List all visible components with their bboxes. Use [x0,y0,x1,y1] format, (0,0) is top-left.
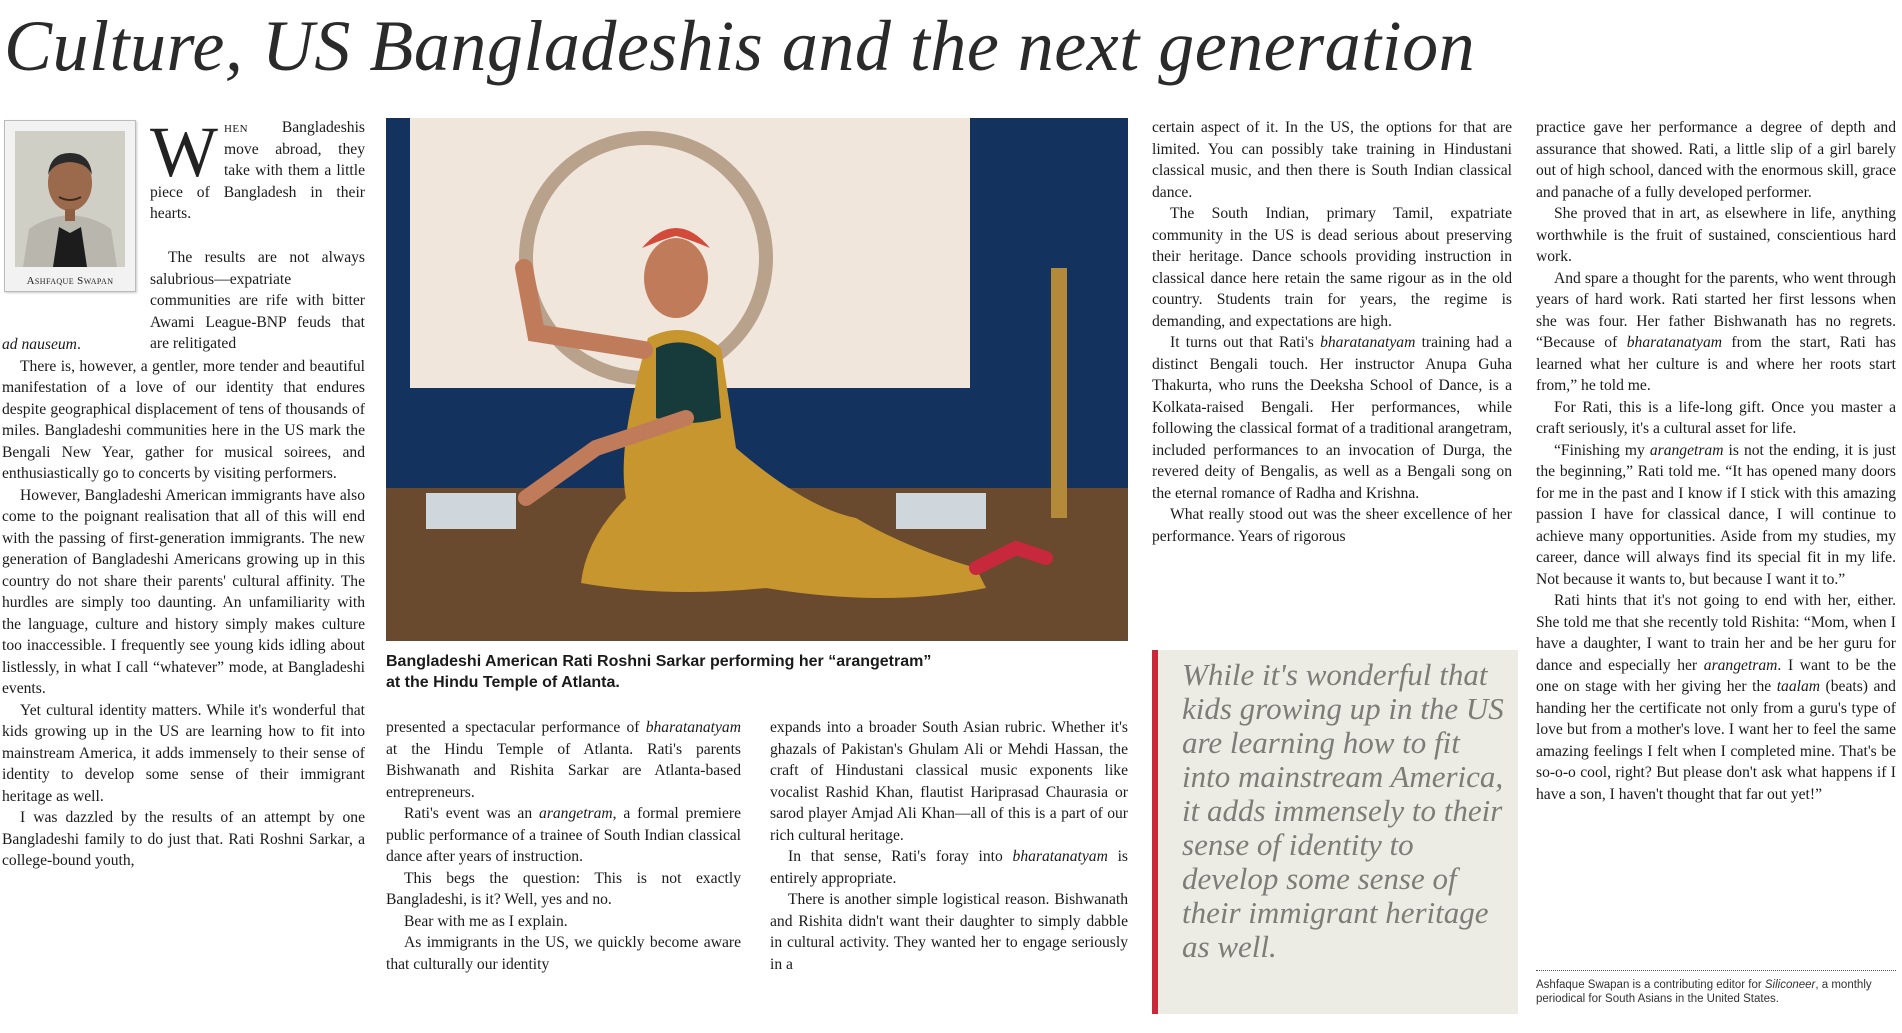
paragraph: The results are not always salubrious—expatriate communities are rife with bitter Awami League-BNP feuds that are relitigated [150,249,365,352]
paragraph: ad nauseum. [2,336,81,353]
lead-text: Bangladeshis move abroad, they take with them a little piece of Bangladesh in their hearts. [150,119,365,222]
author-footnote: Ashfaque Swapan is a contributing editor for Siliconeer, a monthly periodical for South Asians in the United States. [1536,979,1872,1005]
paragraph: And spare a thought for the parents, who went through years of hard work. Rati started her first lessons when she was four. Her father Bishwanath has no regrets. “Because of bharatanatyam from the start, Rati has learned what her culture is and where her roots start from,” he told me. [1536,269,1897,394]
paragraph: expands into a broader South Asian rubric. Whether it's ghazals of Pakistan's Ghulam Ali or Mehdi Hassan, the craft of Hindustani classical music exponents like vocalist Rashid Khan, flautist Hariprasad Chaurasia or sarod player Amjad Ali Khan—all of this is a part of our rich cultural heritage. [770,719,1128,844]
dropcap: W [150,112,218,192]
paragraph: Yet cultural identity matters. While it's wonderful that kids growing up in the US are learning how to fit into mainstream America, it adds immensely to their sense of identity to develop some sense of their immigrant heritage as well. [2,701,365,805]
paragraph: practice gave her performance a degree of depth and assurance that showed. Rati, a little slip of a girl barely out of high school, danced with the enormous skill, grace and panache of a fully developed performer. [1536,119,1896,201]
article-column-2 [386,717,741,975]
paragraph: As immigrants in the US, we quickly become aware that culturally our identity [386,934,741,973]
paragraph: The South Indian, primary Tamil, expatriate community in the US is dead serious about preserving their heritage. Dance schools providing instruction in classical dance here retain the same rigour as in the old country. Students train for years, the regime is demanding, and expectations are high. [1152,205,1512,330]
author-portrait [15,131,125,267]
paragraph: “Finishing my arangetram is not the ending, it is just the beginning,” Rati told me. “It has opened many doors for me in the past and I know if I stick with this amazing passion I have for classical dance, I will continue to achieve many opportunities. Aside from my studies, my career, dance will always find its special fit in my life. Not because it wants to, but because I want it to.” [1536,441,1896,588]
paragraph: What really stood out was the sheer excellence of her performance. Years of rigorous [1152,506,1512,545]
pull-quote [1152,650,1518,1014]
article-column-5 [1536,117,1896,805]
article-column-3 [770,717,1128,975]
paragraph: Rati hints that it's not going to end with her, either. She told me that she recently told Rishita: “Mom, when I have a daughter, I want to train her and be her guru for dance and especially her arangetram. I want to be the one on stage with her giving her the taalam (beats) and handing her the certificate not only from a guru's type of love but from a mother's love. I want her to feel the same amazing feelings I felt when I completed mine. That's be so-o-o cool, right? But please don't ask what happens if I have a son, I haven't thought that far out yet!” [1536,592,1896,803]
paragraph: presented a spectacular performance of bharatanatyam at the Hindu Temple of Atlanta. Rati's parents Bishwanath and Rishita Sarkar are Atlanta-based entrepreneurs. [386,719,741,801]
caption-line-2: at the Hindu Temple of Atlanta. [386,674,620,691]
byline-photo-box [4,120,136,292]
dancer-photo [386,118,1128,641]
article-column-1 [150,112,365,225]
lead-smallcaps: hen [223,119,249,136]
pull-quote-text: While it's wonderful that kids growing up in the US are learning how to fit into mainstream America, it adds immensely to their sense of identity to develop some sense of their immigrant heritage as well. [1182,657,1504,964]
caption-line-1: Bangladeshi American Rati Roshni Sarkar performing her “arangetram” [386,653,932,670]
paragraph: However, Bangladeshi American immigrants have also come to the poignant realisation that all of this will end with the passing of first-generation immigrants. The new generation of Bangladeshi Americans growing up in this country do not share their parents' cultural affinity. The hurdles are simply too daunting. An unfamiliarity with the language, culture and history simply makes culture too inaccessible. I frequently see young kids idling about listlessly, in what I call “whatever” mode, at Bangladeshi events. [2,486,365,697]
headline: Culture, US Bangladeshis and the next generation [4,6,1476,86]
byline-name: Ashfaque Swapan [26,275,114,287]
paragraph: She proved that in art, as elsewhere in life, anything worthwhile is the fruit of sustained, conscientious hard work. [1536,205,1896,265]
article-column-1-wide [2,334,365,872]
paragraph: I was dazzled by the results of an attempt by one Bangladeshi family to do just that. Rati Roshni Sarkar, a college-bound youth, [2,809,365,869]
paragraph: There is another simple logistical reason. Bishwanath and Rishita didn't want their daughter to simply dabble in cultural activity. They wanted her to engage seriously in a [770,891,1128,973]
paragraph: This begs the question: This is not exactly Bangladeshi, is it? Well, yes and no. [386,869,741,908]
paragraph: Rati's event was an arangetram, a formal premiere public performance of a trainee of South Indian classical dance after years of instruction. [386,805,741,865]
paragraph: certain aspect of it. In the US, the options for that are limited. You can possibly take training in Hindustani classical music, and then there is South Indian classical dance. [1152,119,1512,201]
paragraph: For Rati, this is a life-long gift. Once you master a craft seriously, it's a cultural asset for life. [1536,398,1896,437]
footnote-divider [1536,970,1896,971]
paragraph: In that sense, Rati's foray into bharatanatyam is entirely appropriate. [770,848,1128,887]
article-column-4 [1152,117,1512,547]
lead-paragraph [150,112,365,225]
photo-caption [386,651,1006,693]
paragraph: Bear with me as I explain. [404,912,568,930]
paragraph: It turns out that Rati's bharatanatyam training had a distinct Bengali touch. Her instructor Anupa Guha Thakurta, who runs the Deeksha School of Dance, is a Kolkata-raised Bengali. Her performances, while following the classical format of a traditional arangetram, included performances to an invocation of Durga, the revered deity of Bengalis, as well as a Bengali song on the eternal romance of Radha and Krishna. [1152,334,1512,502]
paragraph: There is, however, a gentler, more tender and beautiful manifestation of a love of our identity that endures despite geographical displacement of tens of thousands of miles. Bangladeshi communities here in the US mark the Bengali New Year, gather for musical soirees, and enthusiastically go to concerts by visiting performers. [2,357,365,482]
